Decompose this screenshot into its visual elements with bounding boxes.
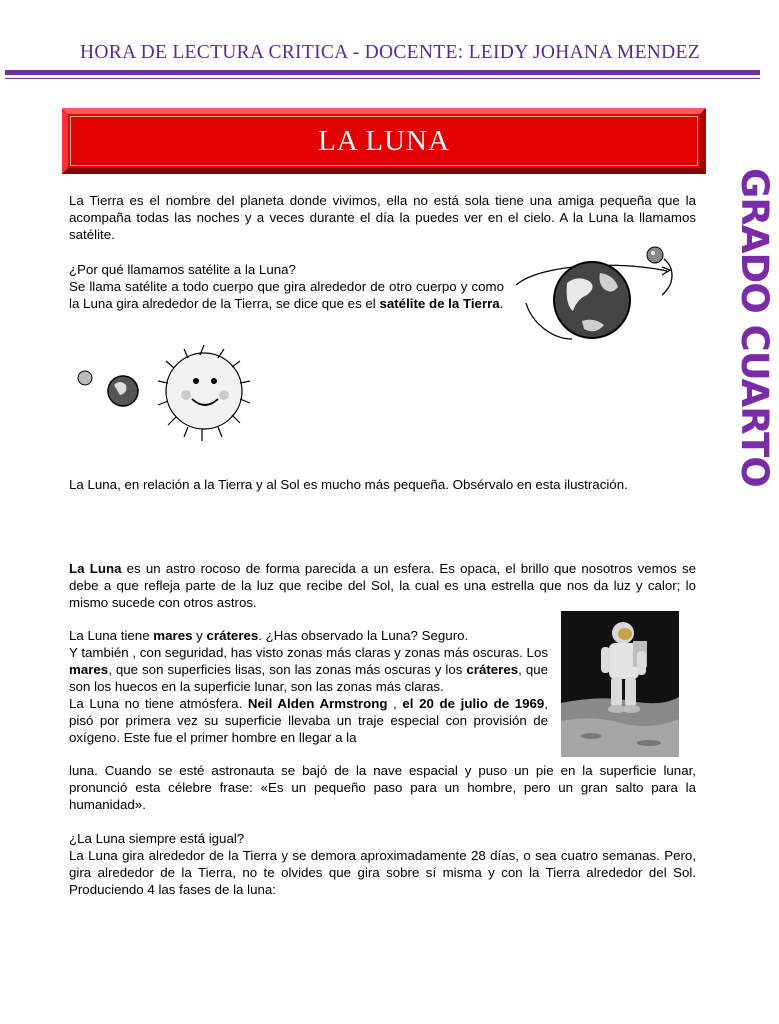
- earth-moon-orbit-illustration: [512, 243, 682, 343]
- phases-question: ¿La Luna siempre está igual?: [69, 831, 245, 846]
- intro-paragraph: La Tierra es el nombre del planeta donde vivimos, ella no está sola tiene una amiga pequeña que la acompaña todas las noches y a veces durante el día la puedes ver en el cielo. A la Luna la llamamos satélite.: [69, 193, 696, 242]
- seas-text-e: Y también , con seguridad, has visto zonas más claras y zonas más oscuras. Los: [69, 645, 548, 660]
- seas-text-a: La Luna tiene: [69, 628, 154, 643]
- moon-bold: La Luna: [69, 561, 122, 576]
- armstrong-text-i: ,: [387, 696, 403, 711]
- seas-bold-crateres: cráteres: [206, 628, 259, 643]
- seas-text-g: , que son los huecos en la superficie lunar, son las zonas más claras.: [69, 662, 549, 694]
- seas-text-c: y: [192, 628, 207, 643]
- header-rule-thin: [5, 78, 760, 79]
- seas-craters-paragraph: [69, 627, 548, 746]
- astronaut-photo: [561, 611, 679, 757]
- seas-bold-mares-2: mares: [69, 662, 109, 677]
- satellite-end: .: [499, 296, 504, 311]
- astronaut-illustration: [561, 611, 679, 757]
- seas-text-d: . ¿Has observado la Luna? Seguro.: [258, 628, 469, 643]
- side-grade-label: GRADO CUARTO: [733, 168, 776, 487]
- armstrong-continuation-paragraph: luna. Cuando se esté astronauta se bajó de la nave espacial y puso un pie en la superficie lunar, pronunció esta célebre frase: «Es un pequeño paso para un hombre, pero un gran salto para la humanidad».: [69, 763, 696, 812]
- armstrong-date: el 20 de julio de 1969: [402, 696, 545, 711]
- header-title: HORA DE LECTURA CRITICA - DOCENTE: LEIDY JOHANA MENDEZ: [80, 42, 700, 63]
- phases-paragraph: [69, 830, 696, 898]
- satellite-question: ¿Por qué llamamos satélite a la Luna?: [69, 262, 296, 277]
- header-rule-thick: [5, 70, 760, 75]
- armstrong-text-h: La Luna no tiene atmósfera.: [69, 696, 248, 711]
- satellite-text: Se llama satélite a todo cuerpo que gira alrededor de otro cuerpo y como la Luna gira alrededor de la Tierra, se dice que es el: [69, 279, 504, 311]
- moon-description-paragraph: [69, 560, 696, 611]
- moon-text: es un astro rocoso de forma parecida a un esfera. Es opaca, el brillo que nosotros vemos se debe a que refleja parte de la luz que recibe del Sol, la cual es una estrella que nos da luz y calor; lo mismo sucede con otros astros.: [69, 561, 696, 610]
- banner-frame: [70, 116, 698, 166]
- satellite-bold: satélite de la Tierra: [379, 296, 500, 311]
- phases-text: La Luna gira alrededor de la Tierra y se demora aproximadamente 28 días, o sea cuatro semanas. Pero, gira alrededor de la Tierra, no te olvides que gira sobre sí misma y con la Tierra alrededor del Sol. Produciendo 4 las fases de la luna:: [69, 848, 696, 897]
- seas-bold-mares: mares: [153, 628, 193, 643]
- title-banner: [62, 108, 706, 174]
- seas-text-f: , que son superficies lisas, son las zonas más oscuras y los: [108, 662, 467, 677]
- seas-bold-crateres-2: cráteres: [466, 662, 519, 677]
- page-title: LA LUNA: [318, 124, 450, 157]
- sun-earth-moon-illustration: [74, 341, 264, 445]
- size-comparison-paragraph: La Luna, en relación a la Tierra y al Sol es mucho más pequeña. Obsérvalo en esta ilustración.: [69, 477, 628, 492]
- armstrong-name: Neil Alden Armstrong: [247, 696, 388, 711]
- satellite-paragraph: [69, 261, 504, 312]
- armstrong-text-j: , pisó por primera vez su superficie llevaba un traje especial con provisión de oxígeno. Este fue el primer hombre en llegar a la: [69, 696, 548, 745]
